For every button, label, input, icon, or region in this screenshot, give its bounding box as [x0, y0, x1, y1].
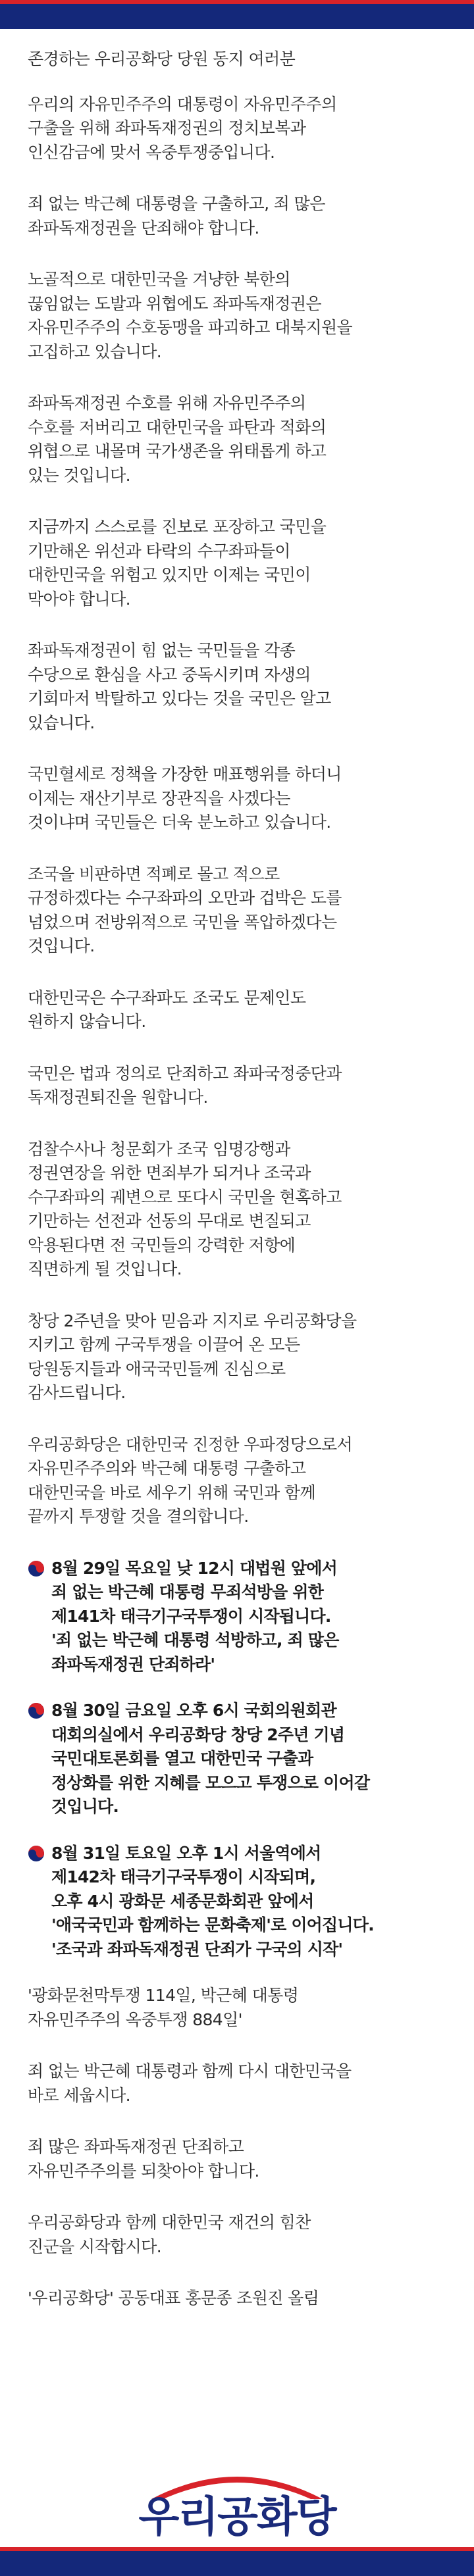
- text-line: 인신감금에 맞서 옥중투쟁중입니다.: [28, 142, 275, 162]
- text-line: 정상화를 위한 지혜를 모으고 투쟁으로 이어갈: [51, 1773, 370, 1792]
- text-line: 좌파독재정권이 힘 없는 국민들을 각종: [28, 641, 296, 660]
- text-line: 원하지 않습니다.: [28, 1012, 146, 1031]
- paragraph: [28, 639, 449, 735]
- event-item: [28, 1557, 449, 1677]
- text-line: 수호를 저버리고 대한민국을 파탄과 적화의: [28, 417, 327, 437]
- text-line: 구출을 위해 좌파독재정권의 정치보복과: [28, 118, 306, 138]
- text-line: 자유민주주의 수호동맹을 파괴하고 대북지원을: [28, 318, 353, 337]
- text-line: 기회마저 박탈하고 있다는 것을 국민은 알고: [28, 689, 331, 708]
- top-banner-red-stripe: [0, 0, 474, 4]
- text-line: 기만하는 선전과 선동의 무대로 변질되고: [28, 1211, 311, 1230]
- paragraph: [28, 1309, 449, 1405]
- text-line: 자유민주주의와 박근혜 대통령 구출하고: [28, 1459, 306, 1478]
- text-line: 대한민국을 위험고 있지만 이제는 국민이: [28, 565, 311, 584]
- closing-paragraph: [28, 2286, 449, 2311]
- text-line: 자유민주주의 옥중투쟁 884일': [28, 2009, 242, 2029]
- text-line: 이제는 재산기부로 장관직을 사겠다는: [28, 788, 290, 808]
- top-banner: [0, 0, 474, 29]
- bottom-banner-red-stripe: [0, 2547, 474, 2551]
- text-line: 끊임없는 도발과 위협에도 좌파독재정권은: [28, 293, 321, 313]
- text-line: 창당 2주년을 맞아 믿음과 지지로 우리공화당을: [28, 1311, 357, 1330]
- greeting: 존경하는 우리공화당 당원 동지 여러분: [28, 49, 296, 68]
- text-line: 기만해온 위선과 타락의 수구좌파들이: [28, 541, 290, 561]
- text-line: 자유민주주의를 되찾아야 합니다.: [28, 2161, 259, 2181]
- text-line: 죄 없는 박근혜 대통령 무죄석방을 위한: [51, 1582, 324, 1602]
- text-line: 제141차 태극기구국투쟁이 시작됩니다.: [51, 1606, 331, 1626]
- text-line: 좌파독재정권 수호를 위해 자유민주주의: [28, 393, 306, 413]
- text-line: 막아야 합니다.: [28, 589, 130, 609]
- text-line: 죄 많은 좌파독재정권 단죄하고: [28, 2137, 244, 2156]
- taegeuk-icon: [28, 1702, 45, 1719]
- paragraph: [28, 515, 449, 611]
- paragraph: [28, 93, 449, 165]
- text-line: 제142차 태극기구국투쟁이 시작되며,: [51, 1867, 316, 1886]
- text-line: 독재정권퇴진을 원합니다.: [28, 1088, 208, 1107]
- party-logo: [0, 2461, 474, 2540]
- text-line: 것입니다.: [28, 936, 95, 955]
- text-line: '애국국민과 함께하는 문화축제'로 이어집니다.: [51, 1915, 374, 1934]
- closing-paragraph: [28, 2059, 449, 2108]
- text-line: 지키고 함께 구국투쟁을 이끌어 온 모든: [28, 1335, 300, 1354]
- event-text: [51, 1557, 339, 1677]
- text-line: 직면하게 될 것입니다.: [28, 1259, 182, 1278]
- text-line: 바로 세웁시다.: [28, 2085, 130, 2105]
- taegeuk-icon: [28, 1845, 45, 1862]
- text-line: 정권연장을 위한 면죄부가 되거나 조국과: [28, 1163, 311, 1182]
- text-line: 수구좌파의 궤변으로 또다시 국민을 현혹하고: [28, 1187, 342, 1207]
- text-line: 넘었으며 전방위적으로 국민을 폭압하겠다는: [28, 912, 337, 932]
- paragraph: [28, 1433, 449, 1529]
- text-line: 검찰수사나 청문회가 조국 임명강행과: [28, 1139, 290, 1159]
- text-line: 악용된다면 전 국민들의 강력한 저항에: [28, 1235, 296, 1255]
- closing-paragraph: [28, 2135, 449, 2183]
- event-list: [28, 1557, 449, 1962]
- bottom-banner: [0, 2547, 474, 2576]
- text-line: 국민대토론회를 열고 대한민국 구출과: [51, 1749, 313, 1768]
- text-line: 8월 31일 토요일 오후 1시 서울역에서: [51, 1843, 321, 1863]
- paragraph: [28, 192, 449, 240]
- closing-paragraph: [28, 1984, 449, 2032]
- closing-list: [28, 1984, 449, 2311]
- event-text: [51, 1842, 374, 1962]
- text-line: 규정하겠다는 수구좌파의 오만과 겁박은 도를: [28, 888, 342, 907]
- text-line: '조국과 좌파독재정권 단죄가 구국의 시작': [51, 1939, 343, 1959]
- text-line: 대한민국은 수구좌파도 조국도 문제인도: [28, 988, 306, 1007]
- text-line: 좌파독재정권 단죄하라': [51, 1654, 215, 1674]
- text-line: 8월 29일 목요일 낮 12시 대법원 앞에서: [51, 1558, 337, 1578]
- text-line: 우리공화당과 함께 대한민국 재건의 힘찬: [28, 2213, 311, 2232]
- text-line: '광화문천막투쟁 114일, 박근혜 대통령: [28, 1986, 299, 2005]
- text-line: 죄 없는 박근혜 대통령과 함께 다시 대한민국을: [28, 2061, 352, 2081]
- paragraph-list: [28, 93, 449, 1529]
- text-line: 감사드립니다.: [28, 1383, 126, 1402]
- text-line: 죄 없는 박근혜 대통령을 구출하고, 죄 많은: [28, 194, 325, 213]
- text-line: 우리공화당은 대한민국 진정한 우파정당으로서: [28, 1434, 353, 1454]
- text-line: 끝까지 투쟁할 것을 결의합니다.: [28, 1507, 249, 1526]
- text-line: 것입니다.: [51, 1797, 119, 1816]
- text-line: 있습니다.: [28, 713, 95, 732]
- text-line: 위협으로 내몰며 국가생존을 위태롭게 하고: [28, 442, 327, 461]
- paragraph: [28, 268, 449, 364]
- event-item: [28, 1699, 449, 1819]
- text-line: 오후 4시 광화문 세종문화회관 앞에서: [51, 1891, 314, 1911]
- text-line: 수당으로 환심을 사고 중독시키며 자생의: [28, 665, 311, 684]
- text-line: 노골적으로 대한민국을 겨냥한 북한의: [28, 270, 290, 289]
- text-line: 대회의실에서 우리공화당 창당 2주년 기념: [51, 1725, 345, 1744]
- letter-body: [28, 47, 449, 2338]
- text-line: 8월 30일 금요일 오후 6시 국회의원회관: [51, 1701, 336, 1720]
- logo-text: 우리공화당: [138, 2493, 336, 2542]
- text-line: 고집하고 있습니다.: [28, 341, 162, 361]
- event-item: [28, 1842, 449, 1962]
- event-text: [51, 1699, 369, 1819]
- text-line: 것이냐며 국민들은 더욱 분노하고 있습니다.: [28, 813, 331, 832]
- paragraph: [28, 863, 449, 959]
- text-line: 진군을 시작합시다.: [28, 2236, 162, 2256]
- text-line: 국민은 법과 정의로 단죄하고 좌파국정중단과: [28, 1063, 342, 1083]
- paragraph: [28, 763, 449, 835]
- text-line: 좌파독재정권을 단죄해야 합니다.: [28, 218, 259, 238]
- text-line: 국민혈세로 정책을 가장한 매표행위를 하더니: [28, 765, 342, 784]
- text-line: 조국을 비판하면 적폐로 몰고 적으로: [28, 864, 280, 884]
- text-line: 대한민국을 바로 세우기 위해 국민과 함께: [28, 1482, 316, 1502]
- paragraph: [28, 1138, 449, 1282]
- text-line: 우리의 자유민주주의 대통령이 자유민주주의: [28, 94, 337, 114]
- text-line: '죄 없는 박근혜 대통령 석방하고, 죄 많은: [51, 1630, 339, 1650]
- paragraph: [28, 1062, 449, 1110]
- text-line: 지금까지 스스로를 진보로 포장하고 국민을: [28, 517, 327, 536]
- taegeuk-icon: [28, 1560, 45, 1577]
- paragraph: [28, 391, 449, 488]
- text-line: 있는 것입니다.: [28, 465, 130, 485]
- closing-paragraph: [28, 2211, 449, 2259]
- text-line: '우리공화당' 공동대표 홍문종 조원진 올림: [28, 2288, 319, 2308]
- text-line: 당원동지들과 애국국민들께 진심으로: [28, 1359, 286, 1378]
- paragraph: [28, 986, 449, 1034]
